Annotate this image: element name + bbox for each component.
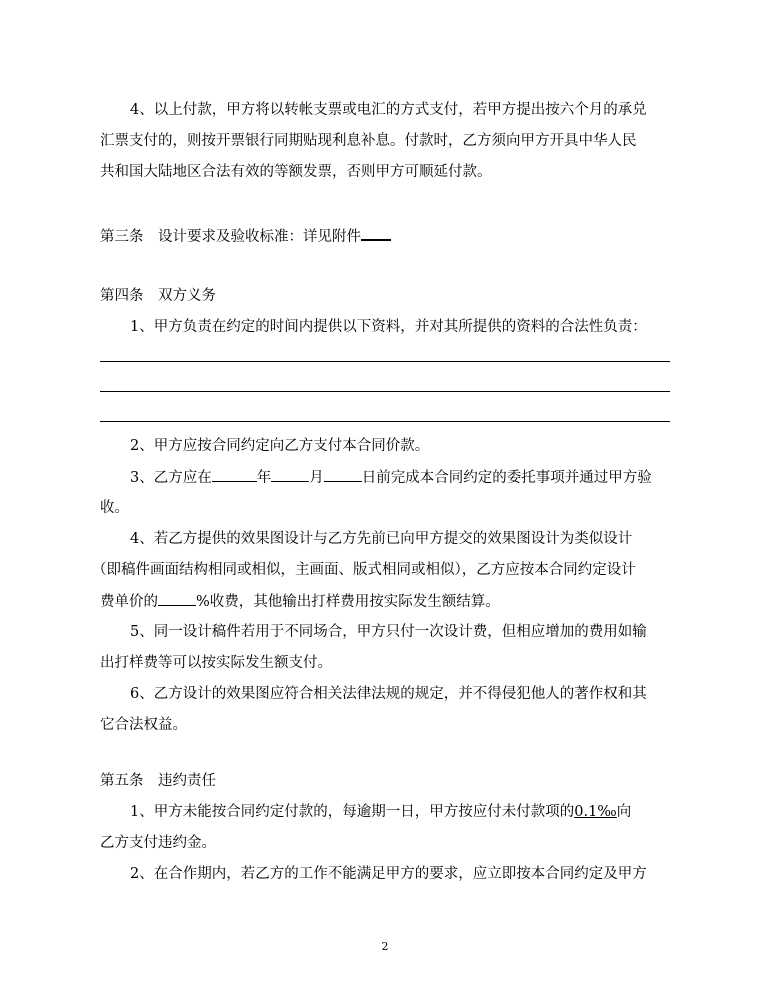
month-blank [271,467,309,482]
percent-blank [158,591,196,606]
page-number: 2 [381,940,389,953]
article-3-heading-row [100,225,391,247]
article-4-item-6-line-2: 它合法权益。 [100,717,187,733]
article-5-heading: 第五条 违约责任 [100,773,216,789]
item-1-prefix: 1、甲方未能按合同约定付款的，每逾期一日，甲方按应付未付款项的 [130,804,575,820]
article-3-heading: 第三条 设计要求及验收标准：详见附件 [100,229,361,245]
payment-item-4-line-3: 共和国大陆地区合法有效的等额发票，否则甲方可顺延付款。 [100,164,492,180]
article-5-item-1-line-1 [130,802,631,822]
fill-in-line-1 [100,361,670,362]
article-5-item-1-line-2: 乙方支付违约金。 [100,835,216,851]
attachment-blank [361,225,391,241]
article-4-item-4-line-3 [100,591,500,612]
day-blank [324,467,362,482]
item-3-suffix: 日前完成本合同约定的委托事项并通过甲方验 [361,470,652,486]
item-1-suffix: 向 [616,804,632,820]
article-4-item-4-line-2: （即稿件画面结构相同或相似，主画面、版式相同或相似），乙方应按本合同约定设计 [92,562,636,578]
year-blank [212,467,257,482]
penalty-rate: 0.1‰ [574,804,617,820]
fill-in-line-3 [100,421,670,422]
article-4-item-3-line-2: 收。 [100,500,129,516]
item-4-prefix: 费单价的 [100,594,158,610]
article-4-item-2: 2、甲方应按合同约定向乙方支付本合同价款。 [130,438,430,454]
article-4-item-6-line-1: 6、乙方设计的效果图应符合相关法律法规的规定，并不得侵犯他人的著作权和其 [130,686,647,702]
article-4-item-3-line-1 [130,467,652,488]
item-4-suffix: %收费，其他输出打样费用按实际发生额结算。 [196,594,500,610]
article-4-item-4-line-1: 4、若乙方提供的效果图设计与乙方先前已向甲方提交的效果图设计为类似设计 [130,531,633,547]
article-4-heading: 第四条 双方义务 [100,288,216,304]
payment-item-4-line-1: 4、以上付款，甲方将以转帐支票或电汇的方式支付，若甲方提出按六个月的承兑 [130,102,647,118]
article-4-item-5-line-2: 出打样费等可以按实际发生额支付。 [100,655,332,671]
fill-in-line-2 [100,391,670,392]
article-4-item-5-line-1: 5、同一设计稿件若用于不同场合，甲方只付一次设计费，但相应增加的费用如输 [130,624,647,640]
item-3-month: 月 [309,470,324,486]
item-3-prefix: 3、乙方应在 [130,470,212,486]
article-5-item-2-line-1: 2、在合作期内，若乙方的工作不能满足甲方的要求，应立即按本合同约定及甲方 [130,866,647,882]
item-3-year: 年 [256,470,272,486]
article-4-item-1: 1、甲方负责在约定的时间内提供以下资料，并对其所提供的资料的合法性负责： [130,319,647,335]
payment-item-4-line-2: 汇票支付的，则按开票银行同期贴现利息补息。付款时，乙方须向甲方开具中华人民 [100,133,637,149]
